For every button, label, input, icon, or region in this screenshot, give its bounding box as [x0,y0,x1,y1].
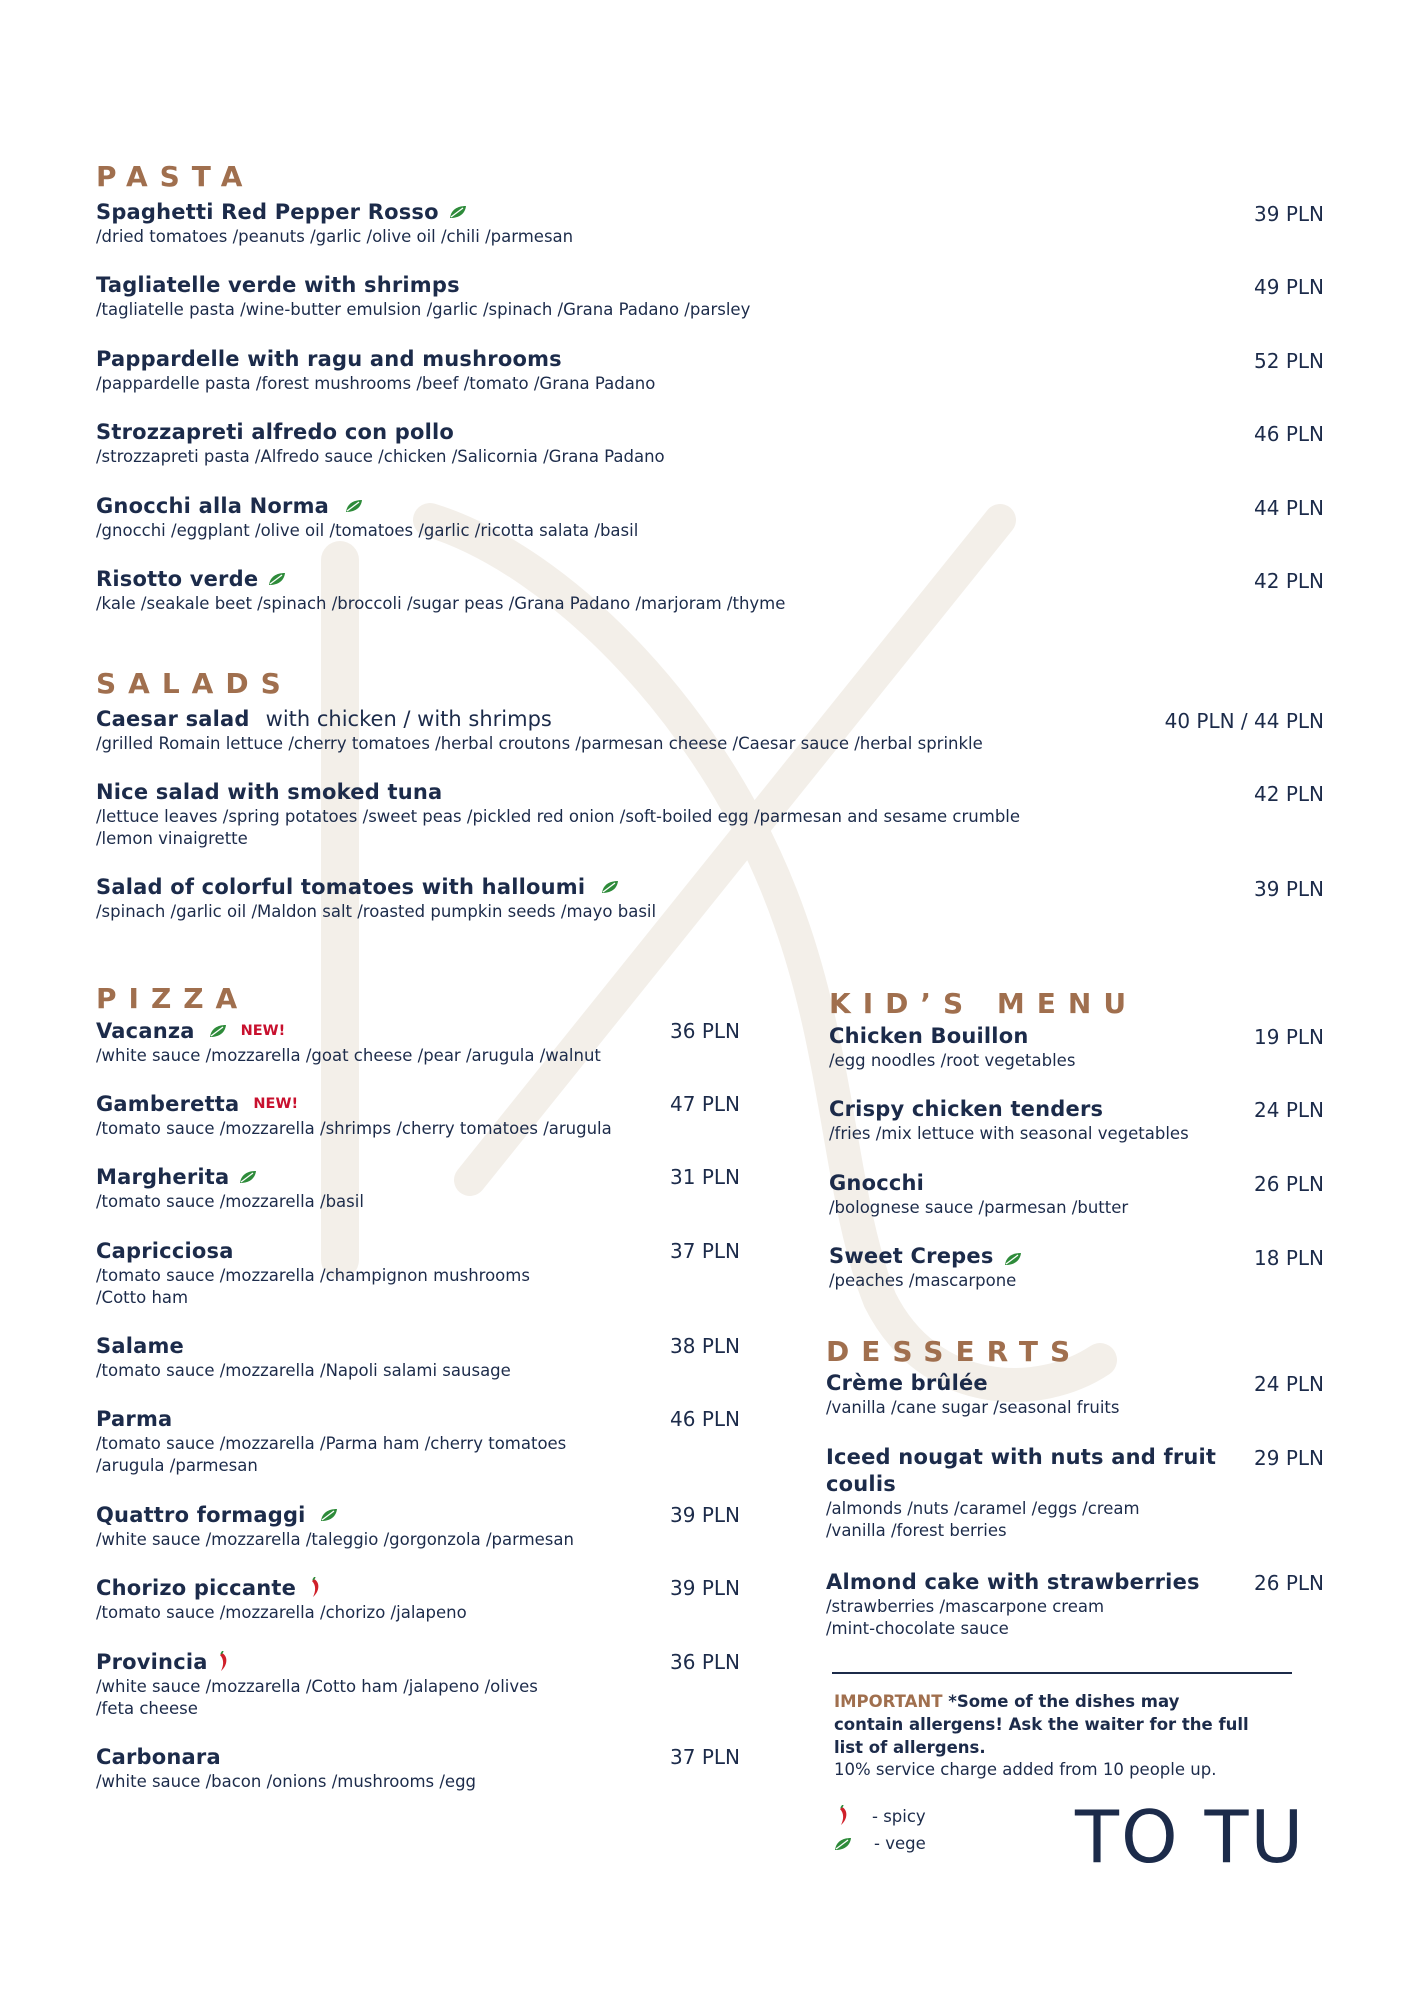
item-name: Sweet Crepes [829,1244,994,1268]
section-title-pizza: PIZZA [96,982,250,1015]
leaf-icon [345,499,363,513]
menu-item-salad [96,780,1020,850]
item-description: /white sauce /bacon /onions /mushrooms /egg [96,1772,477,1791]
menu-item-pizza [96,1239,530,1309]
item-description: /spinach /garlic oil /Maldon salt /roasted pumpkin seeds /mayo basil [96,902,657,921]
menu-item-pizza [96,1576,467,1624]
item-price: 39 PLN [670,1576,740,1600]
item-description: /egg noodles /root vegetables [829,1051,1076,1070]
menu-item-kids [829,1171,1128,1219]
item-price: 29 PLN [1254,1446,1324,1470]
item-description: /arugula /parmesan [96,1456,258,1475]
legend-vege-label: - vege [874,1834,926,1853]
menu-item-pizza [96,1019,601,1067]
item-price: 36 PLN [670,1019,740,1043]
item-description: /tomato sauce /mozzarella /chorizo /jalapeno [96,1603,467,1622]
item-name: Provincia [96,1650,208,1674]
item-description: /kale /seakale beet /spinach /broccoli /sugar peas /Grana Padano /marjoram /thyme [96,594,786,613]
menu-item-pizza [96,1650,538,1720]
item-description: /tomato sauce /mozzarella /Napoli salami sausage [96,1361,511,1380]
item-price: 52 PLN [1254,349,1324,373]
item-description: /mint-chocolate sauce [826,1619,1009,1638]
chili-icon [310,1577,322,1599]
brand-logo: TO TU [1075,1795,1306,1879]
item-name: Salame [96,1334,184,1358]
item-name: Quattro formaggi [96,1503,306,1527]
item-name: Crispy chicken tenders [829,1097,1104,1121]
menu-item-pasta [96,347,655,395]
item-description: /feta cheese [96,1699,198,1718]
leaf-icon [268,572,286,586]
leaf-icon [1004,1252,1022,1266]
item-name: Almond cake with strawberries [826,1570,1200,1594]
item-price: 18 PLN [1254,1246,1324,1270]
item-description: /white sauce /mozzarella /taleggio /gorgonzola /parmesan [96,1530,574,1549]
item-description: /tomato sauce /mozzarella /champignon mushrooms [96,1266,530,1285]
item-description: /tomato sauce /mozzarella /shrimps /cherry tomatoes /arugula [96,1119,612,1138]
item-description: /pappardelle pasta /forest mushrooms /beef /tomato /Grana Padano [96,374,656,393]
item-description: /strawberries /mascarpone cream [826,1597,1105,1616]
menu-item-kids [829,1024,1075,1072]
item-description: /fries /mix lettuce with seasonal vegetables [829,1124,1189,1143]
item-name: Strozzapreti alfredo con pollo [96,420,455,444]
item-description: /almonds /nuts /caramel /eggs /cream [826,1499,1140,1518]
item-name: Carbonara [96,1745,221,1769]
item-name: Salad of colorful tomatoes with halloumi [96,875,586,899]
new-badge: NEW! [253,1096,299,1112]
item-price: 37 PLN [670,1745,740,1769]
item-description: /peaches /mascarpone [829,1271,1017,1290]
menu-item-pizza [96,1503,574,1551]
item-description: /tomato sauce /mozzarella /Parma ham /cherry tomatoes [96,1434,567,1453]
item-price: 40 PLN / 44 PLN [1164,709,1324,733]
item-name: Gnocchi alla Norma [96,494,330,518]
leaf-icon [209,1024,227,1038]
item-price: 36 PLN [670,1650,740,1674]
item-description: /lemon vinaigrette [96,829,248,848]
item-description: /bolognese sauce /parmesan /butter [829,1198,1129,1217]
section-title-kids: KID’S MENU [829,987,1139,1020]
item-price: 19 PLN [1254,1025,1324,1049]
item-price: 44 PLN [1254,496,1324,520]
menu-item-pizza [96,1745,476,1793]
item-name: Caesar salad [96,707,250,731]
menu-item-pasta [96,494,638,542]
new-badge: NEW! [240,1023,286,1039]
item-description: /grilled Romain lettuce /cherry tomatoes /herbal croutons /parmesan cheese /Caesar sauce /herbal sprinkle [96,734,983,753]
item-name: Iceed nougat with nuts and fruit [826,1445,1217,1469]
item-price: 42 PLN [1254,782,1324,806]
item-price: 39 PLN [670,1503,740,1527]
item-name: Capricciosa [96,1239,234,1263]
menu-item-pizza [96,1334,511,1382]
item-variant: with chicken / with shrimps [265,707,552,731]
item-price: 24 PLN [1254,1372,1324,1396]
menu-item-dessert [826,1371,1119,1419]
item-name: Nice salad with smoked tuna [96,780,443,804]
service-charge-note: 10% service charge added from 10 people up. [834,1760,1217,1779]
allergen-note [834,1690,1254,1759]
item-name: Tagliatelle verde with shrimps [96,273,460,297]
item-name: Chorizo piccante [96,1576,297,1600]
item-name: Pappardelle with ragu and mushrooms [96,347,562,371]
item-price: 37 PLN [670,1239,740,1263]
important-label: IMPORTANT [834,1692,943,1711]
item-name: Gamberetta [96,1092,240,1116]
item-name: Chicken Bouillon [829,1024,1029,1048]
menu-item-salad [96,707,983,755]
item-price: 46 PLN [670,1407,740,1431]
item-name: Vacanza [96,1019,195,1043]
item-name: Risotto verde [96,567,259,591]
legend-vege [838,1834,926,1853]
item-price: 46 PLN [1254,422,1324,446]
item-description: /white sauce /mozzarella /goat cheese /pear /arugula /walnut [96,1046,601,1065]
menu-item-pasta [96,567,785,615]
divider [832,1672,1292,1674]
menu-item-pizza [96,1092,612,1140]
item-description: /tagliatelle pasta /wine-butter emulsion /garlic /spinach /Grana Padano /parsley [96,300,751,319]
item-description: /tomato sauce /mozzarella /basil [96,1192,364,1211]
item-name: Gnocchi [829,1171,925,1195]
item-name: coulis [826,1472,896,1496]
item-description: /Cotto ham [96,1288,189,1307]
item-description: /vanilla /forest berries [826,1521,1007,1540]
section-title-pasta: PASTA [96,160,255,193]
item-price: 26 PLN [1254,1571,1324,1595]
item-name: Parma [96,1407,173,1431]
menu-item-kids [829,1097,1189,1145]
important-text: *Some of the dishes may contain allergens! Ask the waiter for the full list of allergens. [834,1692,1249,1757]
item-price: 26 PLN [1254,1172,1324,1196]
item-description: /lettuce leaves /spring potatoes /sweet peas /pickled red onion /soft-boiled egg /parmesan and sesame crumble [96,807,1021,826]
menu-item-pizza [96,1407,566,1477]
chili-icon [838,1805,850,1827]
item-description: /gnocchi /eggplant /olive oil /tomatoes /garlic /ricotta salata /basil [96,521,639,540]
item-description: /strozzapreti pasta /Alfredo sauce /chicken /Salicornia /Grana Padano [96,447,665,466]
item-price: 24 PLN [1254,1098,1324,1122]
section-title-desserts: DESSERTS [826,1335,1083,1368]
item-price: 31 PLN [670,1165,740,1189]
item-price: 38 PLN [670,1334,740,1358]
section-title-salads: SALADS [96,667,293,700]
leaf-icon [834,1837,852,1851]
menu-item-salad [96,875,656,923]
item-price: 49 PLN [1254,275,1324,299]
menu-item-pizza [96,1165,364,1213]
legend-spicy [838,1805,926,1827]
menu-item-pasta [96,200,573,248]
menu-item-dessert [826,1570,1200,1640]
item-price: 47 PLN [670,1092,740,1116]
item-price: 39 PLN [1254,877,1324,901]
leaf-icon [320,1508,338,1522]
leaf-icon [601,880,619,894]
item-price: 42 PLN [1254,569,1324,593]
menu-item-dessert [826,1445,1216,1542]
legend-spicy-label: - spicy [872,1806,926,1826]
item-description: /vanilla /cane sugar /seasonal fruits [826,1398,1120,1417]
chili-icon [218,1651,230,1673]
leaf-icon [239,1170,257,1184]
menu-item-kids [829,1244,1022,1292]
item-description: /dried tomatoes /peanuts /garlic /olive oil /chili /parmesan [96,227,574,246]
menu-item-pasta [96,273,750,321]
item-name: Spaghetti Red Pepper Rosso [96,200,439,224]
menu-item-pasta [96,420,665,468]
item-name: Margherita [96,1165,230,1189]
item-name: Crème brûlée [826,1371,988,1395]
item-price: 39 PLN [1254,202,1324,226]
leaf-icon [449,205,467,219]
item-description: /white sauce /mozzarella /Cotto ham /jalapeno /olives [96,1677,538,1696]
